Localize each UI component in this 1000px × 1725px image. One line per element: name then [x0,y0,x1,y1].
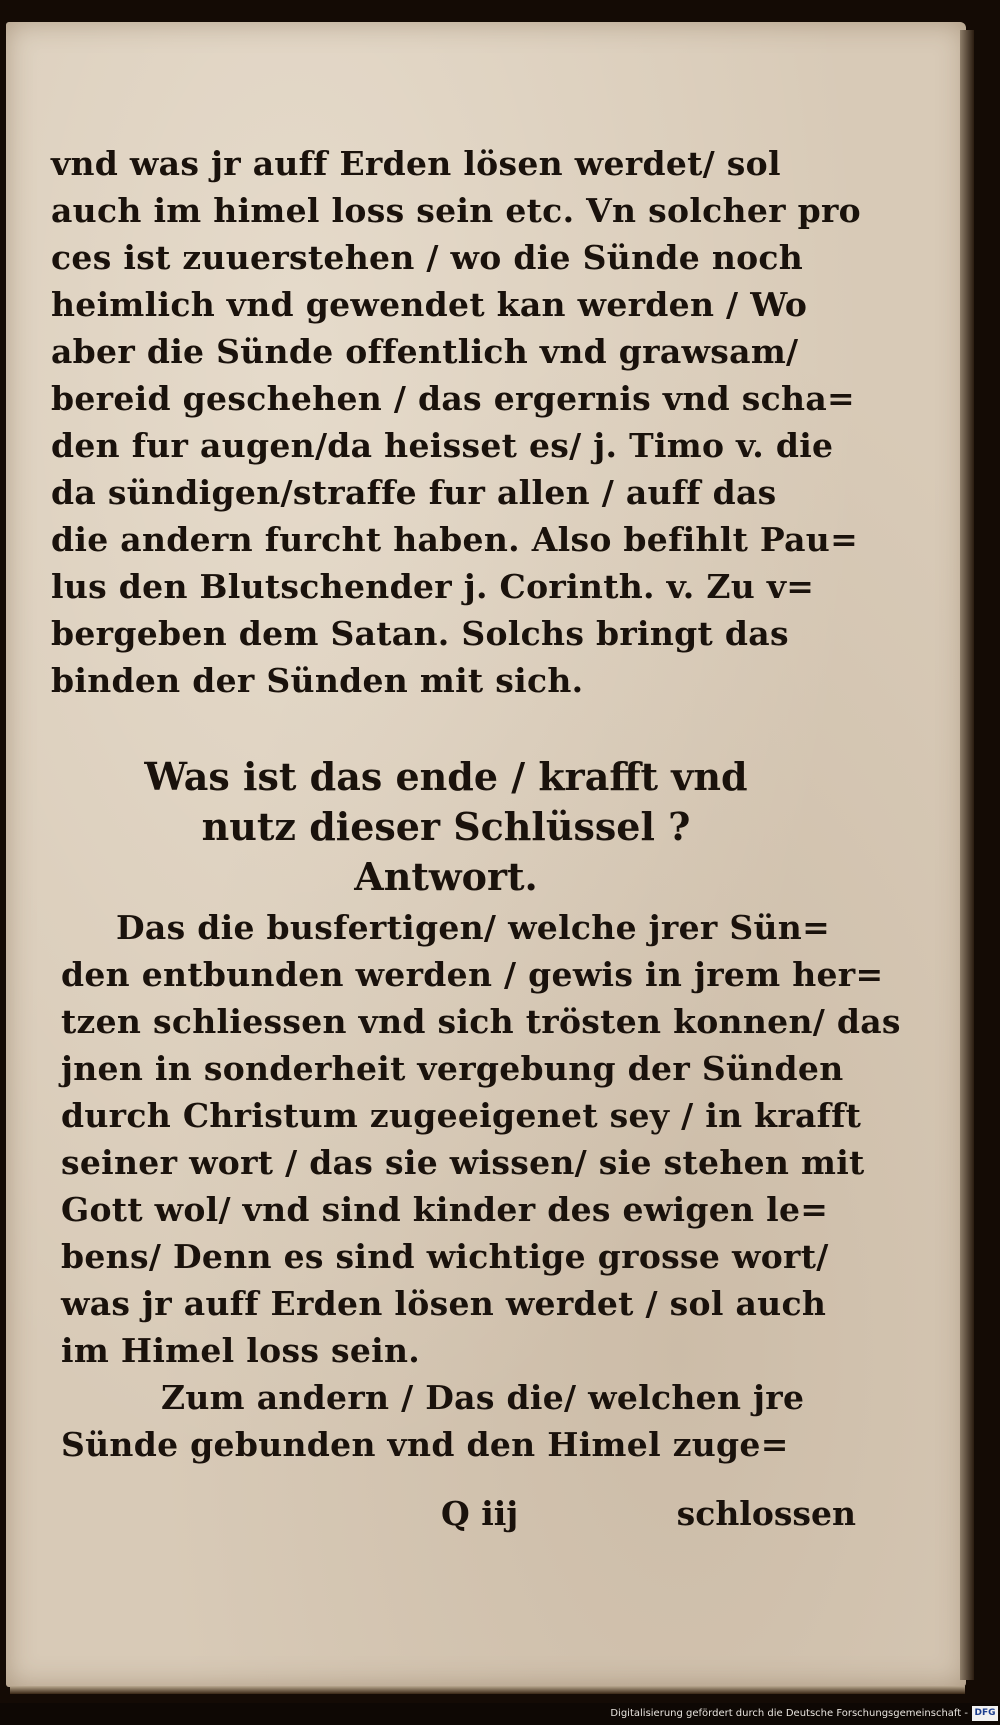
section-heading [66,752,826,902]
dfg-logo: DFG [972,1706,998,1721]
heading-line: nutz dieser Schlüssel ? [201,804,691,849]
page-footer-line [66,1490,856,1537]
text-line: durch Christum zugeeigenet sey / in krafft [61,1096,862,1135]
page-edge-right [960,30,974,1680]
digitization-footer [0,1703,1000,1725]
text-line: heimlich vnd gewendet kan werden / Wo [51,285,808,324]
heading-line: Antwort. [354,854,538,899]
paragraph-2 [61,904,901,1468]
text-line: Zum andern / Das die/ welchen jre [161,1378,805,1417]
text-line: den entbunden werden / gewis in jrem her= [61,955,884,994]
funding-credit: Digitalisierung gefördert durch die Deutsche Forschungsgemeinschaft - [610,1708,968,1719]
text-line: Das die busfertigen/ welche jrer Sün= [116,908,831,947]
text-line: bens/ Denn es sind wichtige grosse wort/ [61,1237,829,1276]
text-line: bergeben dem Satan. Solchs bringt das [51,614,789,653]
text-line: vnd was jr auff Erden lösen werdet/ sol [51,144,781,183]
text-line: lus den Blutschender j. Corinth. v. Zu v= [51,567,815,606]
text-line: bereid geschehen / das ergernis vnd scha= [51,379,855,418]
text-line: seiner wort / das sie wissen/ sie stehen mit [61,1143,865,1182]
text-line: aber die Sünde offentlich vnd grawsam/ [51,332,799,371]
catchword: schlossen [676,1494,856,1533]
text-line: da sündigen/straffe fur allen / auff das [51,473,777,512]
text-line: tzen schliessen vnd sich trösten konnen/ das [61,1002,901,1041]
heading-line: Was ist das ende / krafft vnd [144,754,748,799]
text-line: Gott wol/ vnd sind kinder des ewigen le= [61,1190,829,1229]
text-line: die andern furcht haben. Also befihlt Pau= [51,520,859,559]
text-line: auch im himel loss sein etc. Vn solcher pro [51,191,861,230]
paragraph-1 [51,140,861,704]
book-page [6,22,966,1687]
signature-mark: Q iij [441,1494,519,1533]
page-edge-bottom [10,1686,965,1694]
text-line: was jr auff Erden lösen werdet / sol auch [61,1284,827,1323]
text-line: den fur augen/da heisset es/ j. Timo v. die [51,426,834,465]
text-line: binden der Sünden mit sich. [51,661,584,700]
text-line: Sünde gebunden vnd den Himel zuge= [61,1425,789,1464]
text-line: im Himel loss sein. [61,1331,421,1370]
text-line: ces ist zuuerstehen / wo die Sünde noch [51,238,804,277]
text-line: jnen in sonderheit vergebung der Sünden [61,1049,844,1088]
